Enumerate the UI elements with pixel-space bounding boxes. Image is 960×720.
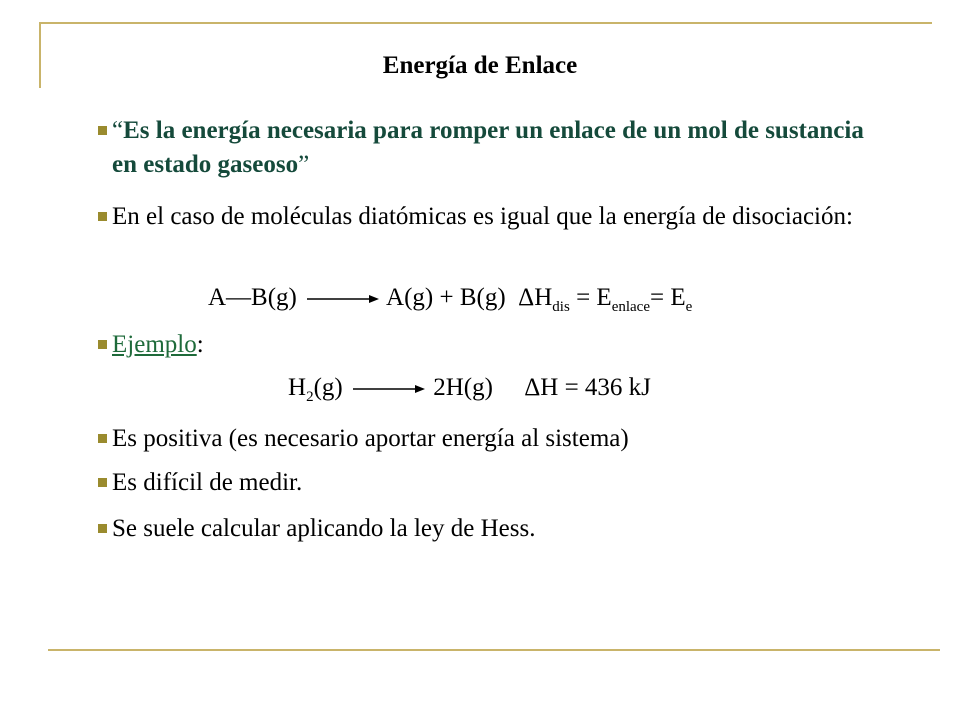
bullet-text: Es difícil de medir. — [112, 469, 303, 496]
bullet-text: Se suele calcular aplicando la ley de Hess. — [112, 515, 536, 542]
example-bullet — [98, 328, 868, 362]
list-item — [98, 512, 868, 546]
eq2-h: H — [288, 374, 307, 401]
close-quote: ” — [298, 151, 310, 178]
definition-bullet — [98, 114, 868, 182]
definition-text: Es la energía necesaria para romper un enlace de un mol de sustancia en estado gaseoso — [112, 117, 864, 178]
reaction-arrow-icon — [303, 292, 381, 306]
diatomic-text: En el caso de moléculas diatómicas es igual que la energía de disociación: — [112, 203, 853, 230]
eq2-sub-2: 2 — [306, 389, 314, 405]
diatomic-bullet — [98, 200, 868, 234]
eq1-equals-e: = E — [569, 284, 612, 311]
eq1-sub-enlace: enlace — [611, 299, 650, 315]
example-link[interactable]: Ejemplo — [112, 331, 197, 358]
bullet-text: Es positiva (es necesario aportar energía al sistema) — [112, 425, 629, 452]
eq1-equals-e2: = E — [650, 284, 686, 311]
eq1-delta: ΔH — [518, 284, 553, 311]
list-item — [98, 422, 868, 456]
list-item — [98, 466, 868, 500]
equation-example — [288, 374, 651, 406]
eq2-delta: ΔH = 436 kJ — [524, 374, 651, 401]
eq2-product: 2H(g) — [433, 374, 493, 401]
top-rule — [40, 22, 932, 24]
reaction-arrow-icon — [349, 382, 427, 396]
bottom-rule — [48, 649, 940, 651]
eq2-g: (g) — [313, 374, 343, 401]
open-quote: “ — [112, 117, 124, 144]
equation-dissociation — [208, 284, 692, 316]
example-colon: : — [196, 331, 204, 358]
eq1-products: A(g) + B(g) — [386, 284, 506, 311]
slide-title: Energía de Enlace — [382, 52, 578, 79]
eq1-reactant: A—B(g) — [208, 284, 297, 311]
eq1-sub-dis: dis — [552, 299, 570, 315]
eq1-sub-e: e — [685, 299, 693, 315]
